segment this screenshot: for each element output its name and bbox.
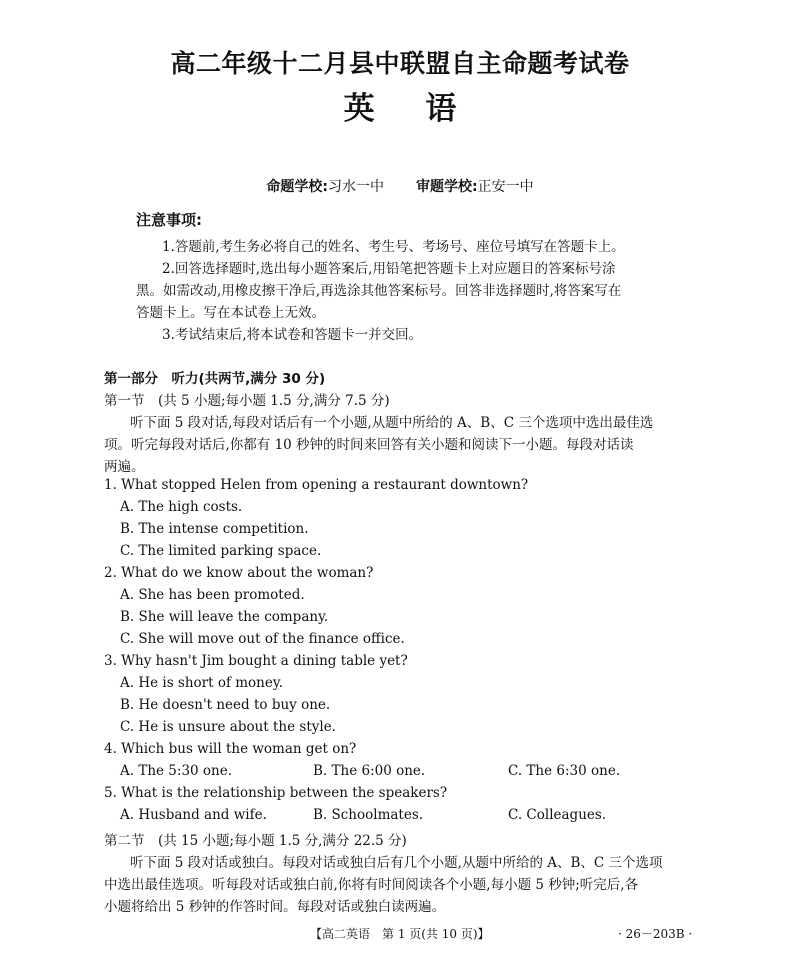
question-option: B. The intense competition.: [120, 521, 309, 537]
question-stem: 1. What stopped Helen from opening a restaurant downtown?: [104, 477, 529, 493]
notice-item: 2.回答选择题时,选出每小题答案后,用铅笔把答题卡上对应题目的答案标号涂: [162, 261, 616, 277]
question-stem: 2. What do we know about the woman?: [104, 565, 374, 581]
section1-instruction: 听下面 5 段对话,每段对话后有一个小题,从题中所给的 A、B、C 三个选项中选出最佳选: [130, 415, 654, 431]
question-option: C. Colleagues.: [508, 807, 607, 823]
section2-instruction: 中选出最佳选项。听每段对话或独白前,你将有时间阅读各个小题,每小题 5 秒钟;听完后,各: [104, 877, 639, 893]
reviewer-school: 正安一中: [477, 179, 534, 195]
question-option: A. Husband and wife.: [120, 807, 267, 823]
question-stem: 3. Why hasn't Jim bought a dining table yet?: [104, 653, 408, 669]
notice-item: 黑。如需改动,用橡皮擦干净后,再选涂其他答案标号。回答非选择题时,将答案写在: [136, 283, 622, 299]
notice-item: 答题卡上。写在本试卷上无效。: [136, 305, 325, 321]
notice-item: 1.答题前,考生务必将自己的姓名、考生号、考场号、座位号填写在答题卡上。: [162, 239, 625, 255]
question-option: A. She has been promoted.: [120, 587, 305, 603]
section2-instruction: 听下面 5 段对话或独白。每段对话或独白后有几个小题,从题中所给的 A、B、C 三个选项: [130, 855, 663, 871]
question-stem: 5. What is the relationship between the speakers?: [104, 785, 448, 801]
page-footer: 【高二英语 第 1 页(共 10 页)】: [310, 927, 490, 941]
question-option: A. He is short of money.: [120, 675, 283, 691]
school-info: [0, 176, 800, 196]
notice-item: 3.考试结束后,将本试卷和答题卡一并交回。: [162, 327, 423, 343]
question-option: B. Schoolmates.: [313, 807, 424, 823]
section2-heading: 第二节 (共 15 小题;每小题 1.5 分,满分 22.5 分): [104, 833, 407, 849]
proposer-label: 命题学校:: [266, 179, 328, 195]
section1-instruction: 项。听完每段对话后,你都有 10 秒钟的时间来回答有关小题和阅读下一小题。每段对话读: [104, 437, 634, 453]
question-option: B. The 6:00 one.: [313, 763, 426, 779]
question-option: C. The limited parking space.: [120, 543, 322, 559]
paper-code: · 26－203B ·: [618, 927, 693, 941]
question-option: C. He is unsure about the style.: [120, 719, 336, 735]
question-option: C. She will move out of the finance office.: [120, 631, 405, 647]
notice-heading: 注意事项:: [136, 211, 202, 229]
question-option: B. She will leave the company.: [120, 609, 329, 625]
section1-heading: 第一节 (共 5 小题;每小题 1.5 分,满分 7.5 分): [104, 393, 390, 409]
question-option: C. The 6:30 one.: [508, 763, 621, 779]
reviewer-label: 审题学校:: [416, 179, 478, 195]
part1-heading: 第一部分 听力(共两节,满分 30 分): [104, 371, 326, 387]
proposer-school: 习水一中: [328, 179, 384, 195]
section1-instruction: 两遍。: [104, 459, 145, 475]
question-option: A. The high costs.: [120, 499, 243, 515]
question-option: A. The 5:30 one.: [120, 763, 233, 779]
exam-title: 高二年级十二月县中联盟自主命题考试卷: [170, 49, 630, 78]
question-option: B. He doesn't need to buy one.: [120, 697, 331, 713]
subject-title: 英 语: [343, 91, 457, 127]
question-stem: 4. Which bus will the woman get on?: [104, 741, 357, 757]
section2-instruction: 小题将给出 5 秒钟的作答时间。每段对话或独白读两遍。: [104, 899, 446, 915]
